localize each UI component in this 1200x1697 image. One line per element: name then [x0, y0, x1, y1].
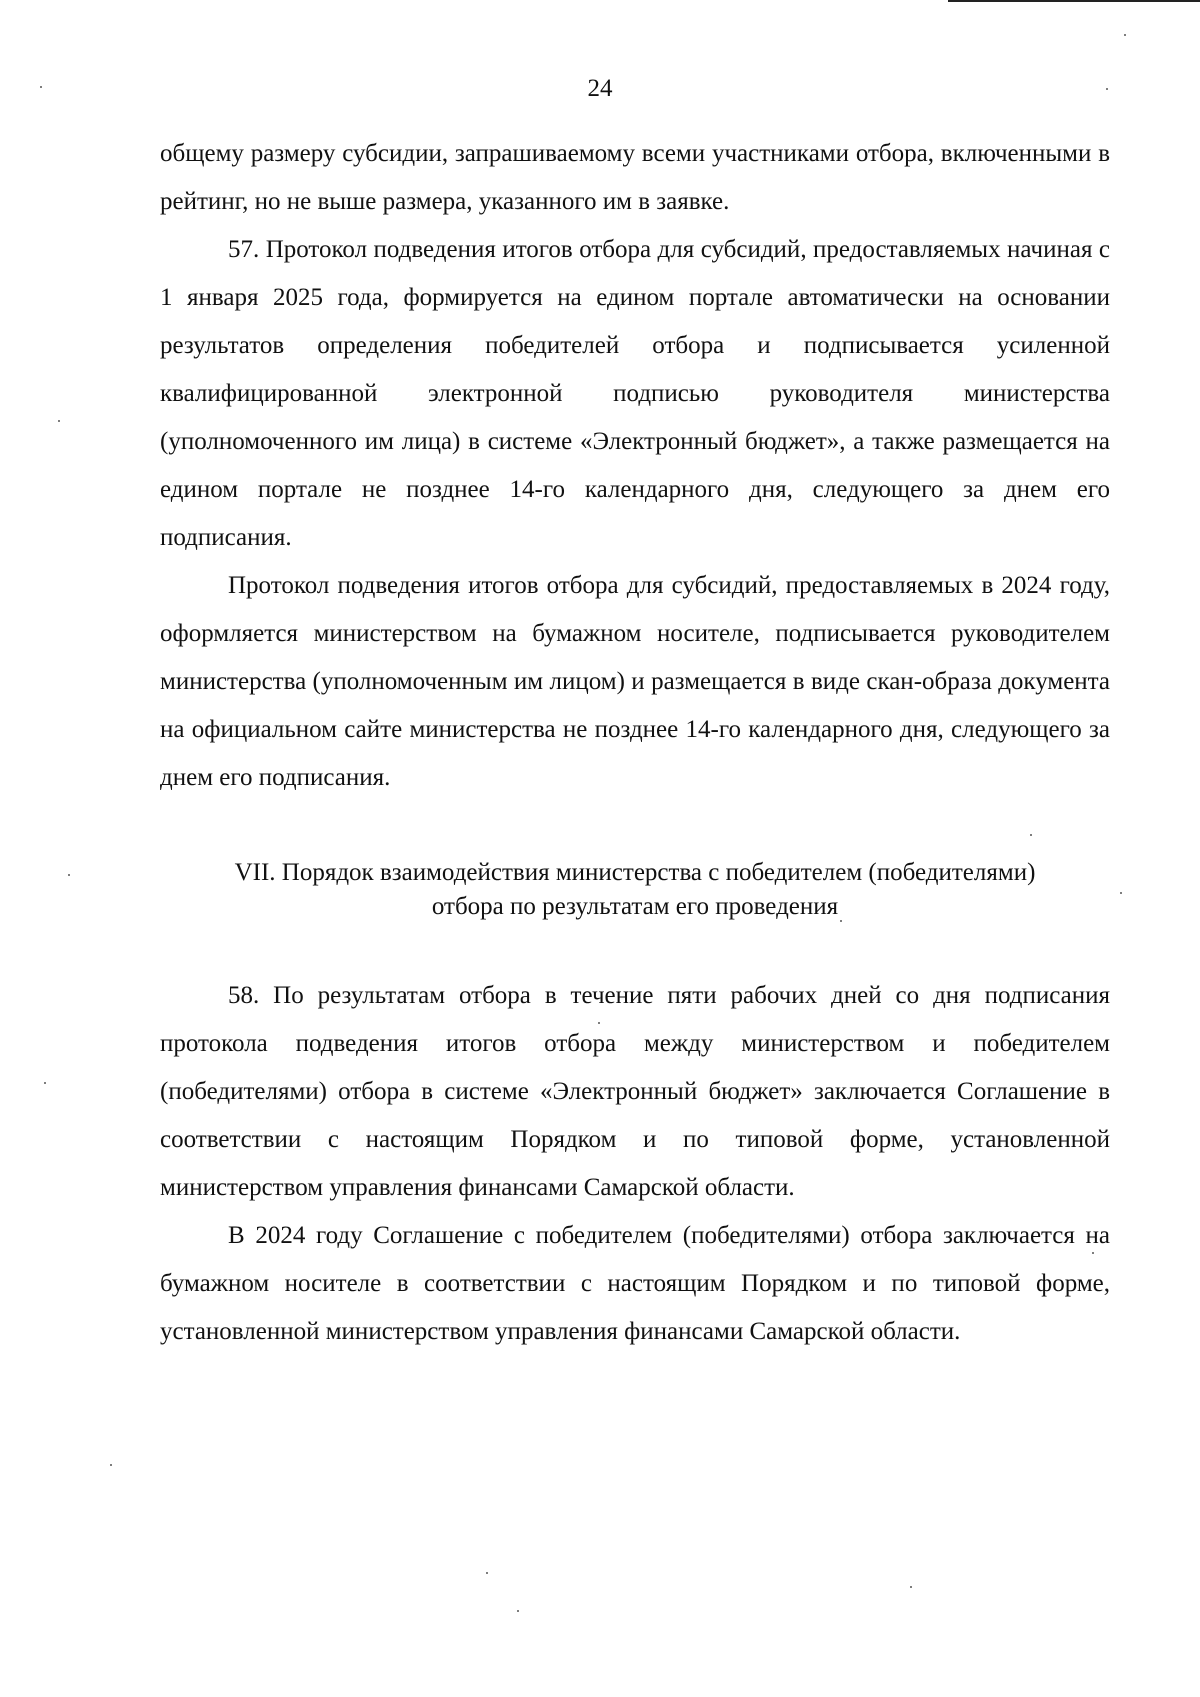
scan-speck — [486, 1572, 488, 1574]
scan-edge-line — [948, 0, 1200, 2]
scan-speck — [1106, 88, 1108, 90]
scan-speck — [68, 874, 70, 876]
section-heading-line-1: VII. Порядок взаимодействия министерства с победителем (победителями) — [234, 859, 1036, 886]
scan-speck — [58, 420, 60, 422]
scan-speck — [44, 1082, 46, 1084]
scan-speck — [40, 86, 42, 88]
paragraph-continuation: общему размеру субсидии, запрашиваемому всеми участниками отбора, включенными в рейтинг, но не выше размера, указанного им в заявке. — [160, 140, 1110, 215]
section-heading — [160, 856, 1110, 924]
scan-speck — [1120, 892, 1122, 894]
scan-speck — [840, 920, 842, 922]
page-number: 24 — [587, 75, 613, 102]
scan-speck — [910, 1586, 912, 1588]
document-body — [160, 130, 1110, 1356]
scan-speck — [1124, 34, 1126, 36]
scan-speck — [598, 1022, 600, 1024]
section-heading-line-2: отбора по результатам его проведения — [431, 893, 839, 920]
scan-speck — [1030, 834, 1032, 836]
scan-speck — [1092, 1252, 1094, 1254]
scan-speck — [110, 1464, 112, 1466]
paragraph-58: 58. По результатам отбора в течение пяти рабочих дней со дня подписания протокола подведения итогов отбора между министерством и победителем (победителями) отбора в системе «Электронный бюджет» заключается Соглашение в соответствии с настоящим Порядком и по типовой форме, установленной министерством управления финансами Самарской области. — [160, 982, 1110, 1201]
paragraph-57: 57. Протокол подведения итогов отбора для субсидий, предоставляемых начиная с 1 января 2025 года, формируется на едином портале автоматически на основании результатов определения победителей отбора и подписывается усиленной квалифицированной электронной подписью руководителя министерства (уполномоченного им лица) в системе «Электронный бюджет», а также размещается на едином портале не позднее 14-го календарного дня, следующего за днем его подписания. — [160, 236, 1110, 551]
paragraph-agreement-2024: В 2024 году Соглашение с победителем (победителями) отбора заключается на бумажном носителе в соответствии с настоящим Порядком и по типовой форме, установленной министерством управления финансами Самарской области. — [160, 1222, 1110, 1345]
paragraph-protocol-2024: Протокол подведения итогов отбора для субсидий, предоставляемых в 2024 году, оформляется министерством на бумажном носителе, подписывается руководителем министерства (уполномоченным им лицом) и размещается в виде скан-образа документа на официальном сайте министерства не позднее 14-го календарного дня, следующего за днем его подписания. — [160, 572, 1110, 791]
scan-speck — [517, 1610, 519, 1612]
